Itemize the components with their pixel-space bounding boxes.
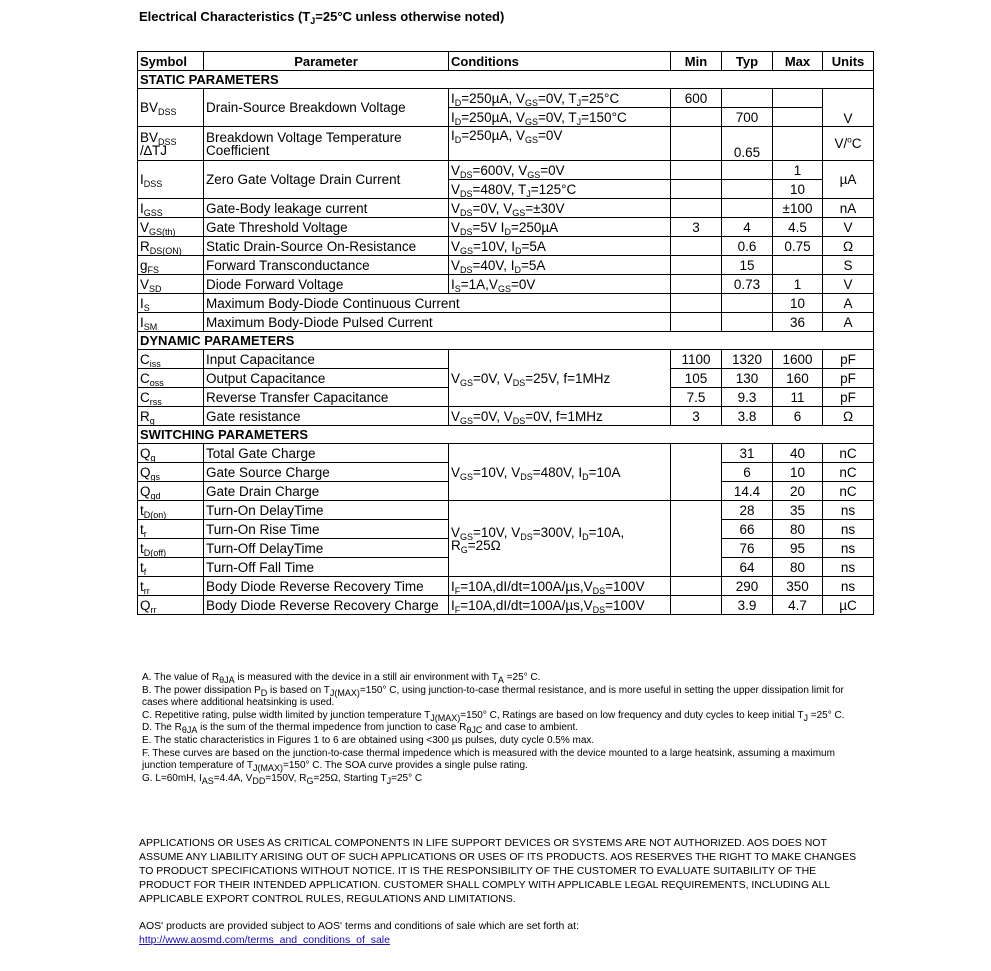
- typ-cell: 0.65: [722, 127, 773, 161]
- max-cell: 95: [773, 539, 823, 558]
- max-cell: 10: [773, 294, 823, 313]
- parameter-cell: Body Diode Reverse Recovery Time: [204, 577, 449, 596]
- section-title: DYNAMIC PARAMETERS: [138, 332, 874, 350]
- conditions-cell: $I_D=250\mu A$, $V_{GS}=0V$, $T_J=25^\circ C$: [449, 89, 671, 108]
- max-cell: 10: [773, 463, 823, 482]
- conditions-cell: $I_F=10A,dI/dt=100A/\mu s,V_{DS}=100V$: [449, 577, 671, 596]
- table-row: [138, 127, 874, 161]
- max-cell: 350: [773, 577, 823, 596]
- parameter-cell: Turn-Off DelayTime: [204, 539, 449, 558]
- typ-cell: [722, 180, 773, 199]
- max-cell: [773, 89, 823, 108]
- units-cell: ns: [823, 539, 874, 558]
- symbol-cell: $I_S$: [138, 294, 204, 313]
- parameter-cell: Gate Source Charge: [204, 463, 449, 482]
- conditions-cell: $I_S=1A,V_{GS}=0V$: [449, 275, 671, 294]
- parameter-cell: Gate Threshold Voltage: [204, 218, 449, 237]
- section-row-switching: [138, 426, 874, 444]
- max-cell: [773, 108, 823, 127]
- symbol-cell: $Q_{gs}$: [138, 463, 204, 482]
- typ-cell: 1320: [722, 350, 773, 369]
- table-row: [138, 275, 874, 294]
- table-row: [138, 161, 874, 180]
- footnotes: [142, 672, 862, 785]
- symbol-cell: $Q_{gd}$: [138, 482, 204, 501]
- max-cell: 1: [773, 161, 823, 180]
- footnote-d: D. The $R_{\theta JA}$ is the sum of the thermal impedence from junction to case $R_{\theta JC}$ and case to ambient.: [142, 722, 579, 736]
- max-cell: 11: [773, 388, 823, 407]
- min-cell: [671, 313, 722, 332]
- typ-cell: [722, 294, 773, 313]
- typ-cell: 130: [722, 369, 773, 388]
- conditions-cell: $V_{GS}=10V$, $V_{DS}=300V$, $I_D=10A$, $R_G=25\Omega$: [449, 501, 671, 577]
- units-cell: µC: [823, 596, 874, 615]
- symbol-cell: $C_{oss}$: [138, 369, 204, 388]
- min-cell: [671, 444, 722, 501]
- symbol-cell: $t_{rr}$: [138, 577, 204, 596]
- parameter-cell: Maximum Body-Diode Continuous Current: [204, 294, 671, 313]
- footnote-e: E. The static characteristics in Figures 1 to 6 are obtained using <300 µs pulses, duty cycle 0.5% max.: [142, 734, 595, 746]
- table-row: [138, 89, 874, 108]
- typ-cell: 700: [722, 108, 773, 127]
- units-cell: nC: [823, 463, 874, 482]
- max-cell: 10: [773, 180, 823, 199]
- col-header-symbol: Symbol: [138, 52, 204, 71]
- min-cell: [671, 256, 722, 275]
- table-row: [138, 199, 874, 218]
- max-cell: ±100: [773, 199, 823, 218]
- symbol-cell: $t_{D(off)}$: [138, 539, 204, 558]
- table-row: [138, 501, 874, 520]
- max-cell: 80: [773, 520, 823, 539]
- symbol-cell: $t_r$: [138, 520, 204, 539]
- parameter-cell: Turn-On Rise Time: [204, 520, 449, 539]
- parameter-cell: Turn-Off Fall Time: [204, 558, 449, 577]
- typ-cell: 3.9: [722, 596, 773, 615]
- table-row: [138, 350, 874, 369]
- typ-cell: [722, 161, 773, 180]
- min-cell: [671, 161, 722, 180]
- table-row: [138, 577, 874, 596]
- section-title: STATIC PARAMETERS: [138, 71, 874, 89]
- units-cell: nC: [823, 482, 874, 501]
- footnote-c: C. Repetitive rating, pulse width limited by junction temperature $T_{J(MAX)}=150^\circ$ C, Ratings are based on low frequency and duty cycles to keep initial $T_J =25^\circ$ C.: [142, 709, 845, 723]
- min-cell: [671, 294, 722, 313]
- conditions-cell: $I_D=250\mu A$, $V_{GS}=0V$, $T_J=150^\circ C$: [449, 108, 671, 127]
- table-row: [138, 256, 874, 275]
- min-cell: [671, 180, 722, 199]
- max-cell: [773, 256, 823, 275]
- min-cell: [671, 577, 722, 596]
- table-row: [138, 444, 874, 463]
- typ-cell: 31: [722, 444, 773, 463]
- parameter-cell: Forward Transconductance: [204, 256, 449, 275]
- typ-cell: 76: [722, 539, 773, 558]
- conditions-cell: $V_{DS}=5V$ $I_D=250\mu A$: [449, 218, 671, 237]
- parameter-cell: Reverse Transfer Capacitance: [204, 388, 449, 407]
- max-cell: 35: [773, 501, 823, 520]
- terms-link[interactable]: http://www.aosmd.com/terms_and_conditions_of_sale: [139, 934, 390, 946]
- max-cell: 6: [773, 407, 823, 426]
- units-cell: µA: [823, 161, 874, 199]
- parameter-cell: Body Diode Reverse Recovery Charge: [204, 596, 449, 615]
- units-cell: ns: [823, 501, 874, 520]
- units-cell: V/$^o$C: [823, 127, 874, 161]
- min-cell: [671, 127, 722, 161]
- parameter-cell: Input Capacitance: [204, 350, 449, 369]
- parameter-cell: Static Drain-Source On-Resistance: [204, 237, 449, 256]
- col-header-conditions: Conditions: [449, 52, 671, 71]
- units-cell: V: [823, 89, 874, 127]
- min-cell: 1100: [671, 350, 722, 369]
- parameter-cell: Gate-Body leakage current: [204, 199, 449, 218]
- table-row: [138, 407, 874, 426]
- table-row: [138, 294, 874, 313]
- typ-cell: 28: [722, 501, 773, 520]
- min-cell: [671, 275, 722, 294]
- units-cell: V: [823, 218, 874, 237]
- symbol-cell: $Q_{rr}$: [138, 596, 204, 615]
- max-cell: 160: [773, 369, 823, 388]
- parameter-cell: Total Gate Charge: [204, 444, 449, 463]
- max-cell: 1: [773, 275, 823, 294]
- units-cell: Ω: [823, 407, 874, 426]
- footnote-a: A. The value of $R_{\theta JA}$ is measured with the device in a still air environment with $T_A =25^\circ$ C.: [142, 672, 541, 685]
- typ-cell: 6: [722, 463, 773, 482]
- typ-cell: [722, 89, 773, 108]
- parameter-cell: Breakdown Voltage Temperature Coefficient: [204, 127, 449, 161]
- typ-cell: [722, 199, 773, 218]
- parameter-cell: Gate resistance: [204, 407, 449, 426]
- units-cell: V: [823, 275, 874, 294]
- units-cell: A: [823, 294, 874, 313]
- units-cell: pF: [823, 369, 874, 388]
- min-cell: [671, 501, 722, 577]
- typ-cell: 64: [722, 558, 773, 577]
- parameter-cell: Drain-Source Breakdown Voltage: [204, 89, 449, 127]
- parameter-cell: Output Capacitance: [204, 369, 449, 388]
- min-cell: 7.5: [671, 388, 722, 407]
- min-cell: 105: [671, 369, 722, 388]
- conditions-cell: $V_{DS}=0V$, $V_{GS}=\pm 30V$: [449, 199, 671, 218]
- symbol-cell: $V_{SD}$: [138, 275, 204, 294]
- conditions-cell: $I_F=10A,dI/dt=100A/\mu s,V_{DS}=100V$: [449, 596, 671, 615]
- min-cell: [671, 108, 722, 127]
- symbol-cell: $I_{GSS}$: [138, 199, 204, 218]
- max-cell: 4.7: [773, 596, 823, 615]
- typ-cell: 0.6: [722, 237, 773, 256]
- conditions-cell: $I_D=250\mu A$, $V_{GS}=0V$: [449, 127, 671, 161]
- terms-text: AOS' products are provided subject to AOS' terms and conditions of sale which are set forth at:: [139, 920, 579, 932]
- electrical-characteristics-table: [137, 51, 874, 615]
- max-cell: 1600: [773, 350, 823, 369]
- max-cell: 40: [773, 444, 823, 463]
- typ-cell: 3.8: [722, 407, 773, 426]
- parameter-cell: Zero Gate Voltage Drain Current: [204, 161, 449, 199]
- symbol-cell: $t_{D(on)}$: [138, 501, 204, 520]
- parameter-cell: Turn-On DelayTime: [204, 501, 449, 520]
- typ-cell: 14.4: [722, 482, 773, 501]
- typ-cell: 9.3: [722, 388, 773, 407]
- max-cell: 4.5: [773, 218, 823, 237]
- typ-cell: [722, 313, 773, 332]
- symbol-cell: $BV_{DSS}$: [138, 89, 204, 127]
- units-cell: pF: [823, 350, 874, 369]
- terms-block: [139, 919, 859, 947]
- table-row: [138, 313, 874, 332]
- col-header-parameter: Parameter: [204, 52, 449, 71]
- units-cell: nC: [823, 444, 874, 463]
- table-row: [138, 237, 874, 256]
- col-header-max: Max: [773, 52, 823, 71]
- conditions-cell: $V_{DS}=40V$, $I_D=5A$: [449, 256, 671, 275]
- conditions-cell: $V_{DS}=600V$, $V_{GS}=0V$: [449, 161, 671, 180]
- col-header-units: Units: [823, 52, 874, 71]
- conditions-cell: $V_{DS}=480V$, $T_J=125^\circ C$: [449, 180, 671, 199]
- min-cell: 3: [671, 407, 722, 426]
- footnote-g: G. L=60mH, $I_{AS}=4.4A$, $V_{DD}=150V$, $R_G=25\Omega$, Starting $T_J=25^\circ$ C: [142, 772, 423, 786]
- typ-cell: 0.73: [722, 275, 773, 294]
- symbol-cell: $C_{iss}$: [138, 350, 204, 369]
- min-cell: 600: [671, 89, 722, 108]
- symbol-cell: $C_{rss}$: [138, 388, 204, 407]
- min-cell: [671, 199, 722, 218]
- max-cell: [773, 127, 823, 161]
- max-cell: 80: [773, 558, 823, 577]
- symbol-cell: $R_{DS(ON)}$: [138, 237, 204, 256]
- typ-cell: 4: [722, 218, 773, 237]
- max-cell: 0.75: [773, 237, 823, 256]
- symbol-cell: $t_f$: [138, 558, 204, 577]
- conditions-cell: $V_{GS}=10V$, $V_{DS}=480V$, $I_D=10A$: [449, 444, 671, 501]
- units-cell: Ω: [823, 237, 874, 256]
- max-cell: 20: [773, 482, 823, 501]
- legal-disclaimer: APPLICATIONS OR USES AS CRITICAL COMPONENTS IN LIFE SUPPORT DEVICES OR SYSTEMS ARE NOT AUTHORIZED. AOS DOES NOT ASSUME ANY LIABILITY ARISING OUT OF SUCH APPLICATIONS OR USES OF ITS PRODUCTS. AOS RESERVES THE RIGHT TO MAKE CHANGES TO PRODUCT SPECIFICATIONS WITHOUT NOTICE. IT IS THE RESPONSIBILITY OF THE CUSTOMER TO EVALUATE SUITABILITY OF THE PRODUCT FOR THEIR INTENDED APPLICATION. CUSTOMER SHALL COMPLY WITH APPLICABLE LEGAL REQUIREMENTS, INCLUDING ALL APPLICABLE EXPORT CONTROL RULES, REGULATIONS AND LIMITATIONS.: [139, 837, 857, 905]
- min-cell: [671, 237, 722, 256]
- max-cell: 36: [773, 313, 823, 332]
- symbol-cell: $V_{GS(th)}$: [138, 218, 204, 237]
- units-cell: A: [823, 313, 874, 332]
- units-cell: pF: [823, 388, 874, 407]
- min-cell: [671, 596, 722, 615]
- conditions-cell: $V_{GS}=0V$, $V_{DS}=0V$, f=1MHz: [449, 407, 671, 426]
- footnote-f: F. These curves are based on the junction-to-case thermal impedence which is measured with the device mounted to a large heatsink, assuming a maximum junction temperature of $T_{J(MAX)}=150^\circ$ C. The SOA curve provides a single pulse rating.: [142, 747, 835, 774]
- symbol-cell: $BV_{DSS}$ /∆TJ: [138, 127, 204, 161]
- units-cell: nA: [823, 199, 874, 218]
- units-cell: ns: [823, 520, 874, 539]
- conditions-cell: $V_{GS}=0V$, $V_{DS}=25V$, f=1MHz: [449, 350, 671, 407]
- conditions-cell: $V_{GS}=10V$, $I_D=5A$: [449, 237, 671, 256]
- parameter-cell: Diode Forward Voltage: [204, 275, 449, 294]
- section-row-dynamic: [138, 332, 874, 350]
- symbol-cell: $R_g$: [138, 407, 204, 426]
- symbol-cell: $g_{FS}$: [138, 256, 204, 275]
- typ-cell: 15: [722, 256, 773, 275]
- units-cell: ns: [823, 558, 874, 577]
- units-cell: ns: [823, 577, 874, 596]
- typ-cell: 66: [722, 520, 773, 539]
- page-title: Electrical Characteristics ($T_J=25^\circ C$ unless otherwise noted): [139, 9, 505, 26]
- typ-cell: 290: [722, 577, 773, 596]
- table-row: [138, 218, 874, 237]
- symbol-cell: $I_{SM}$: [138, 313, 204, 332]
- min-cell: 3: [671, 218, 722, 237]
- symbol-cell: $I_{DSS}$: [138, 161, 204, 199]
- col-header-typ: Typ: [722, 52, 773, 71]
- units-cell: S: [823, 256, 874, 275]
- section-row-static: [138, 71, 874, 89]
- section-title: SWITCHING PARAMETERS: [138, 426, 874, 444]
- col-header-min: Min: [671, 52, 722, 71]
- footnote-b: B. The power dissipation $P_D$ is based on $T_{J(MAX)}=150^\circ$ C, using junction-to-case thermal resistance, and is more useful in setting the upper dissipation limit for cases where additional heatsinking is used.: [142, 684, 844, 709]
- table-row: [138, 596, 874, 615]
- symbol-cell: $Q_g$: [138, 444, 204, 463]
- header-row: [138, 52, 874, 71]
- parameter-cell: Maximum Body-Diode Pulsed Current: [204, 313, 671, 332]
- parameter-cell: Gate Drain Charge: [204, 482, 449, 501]
